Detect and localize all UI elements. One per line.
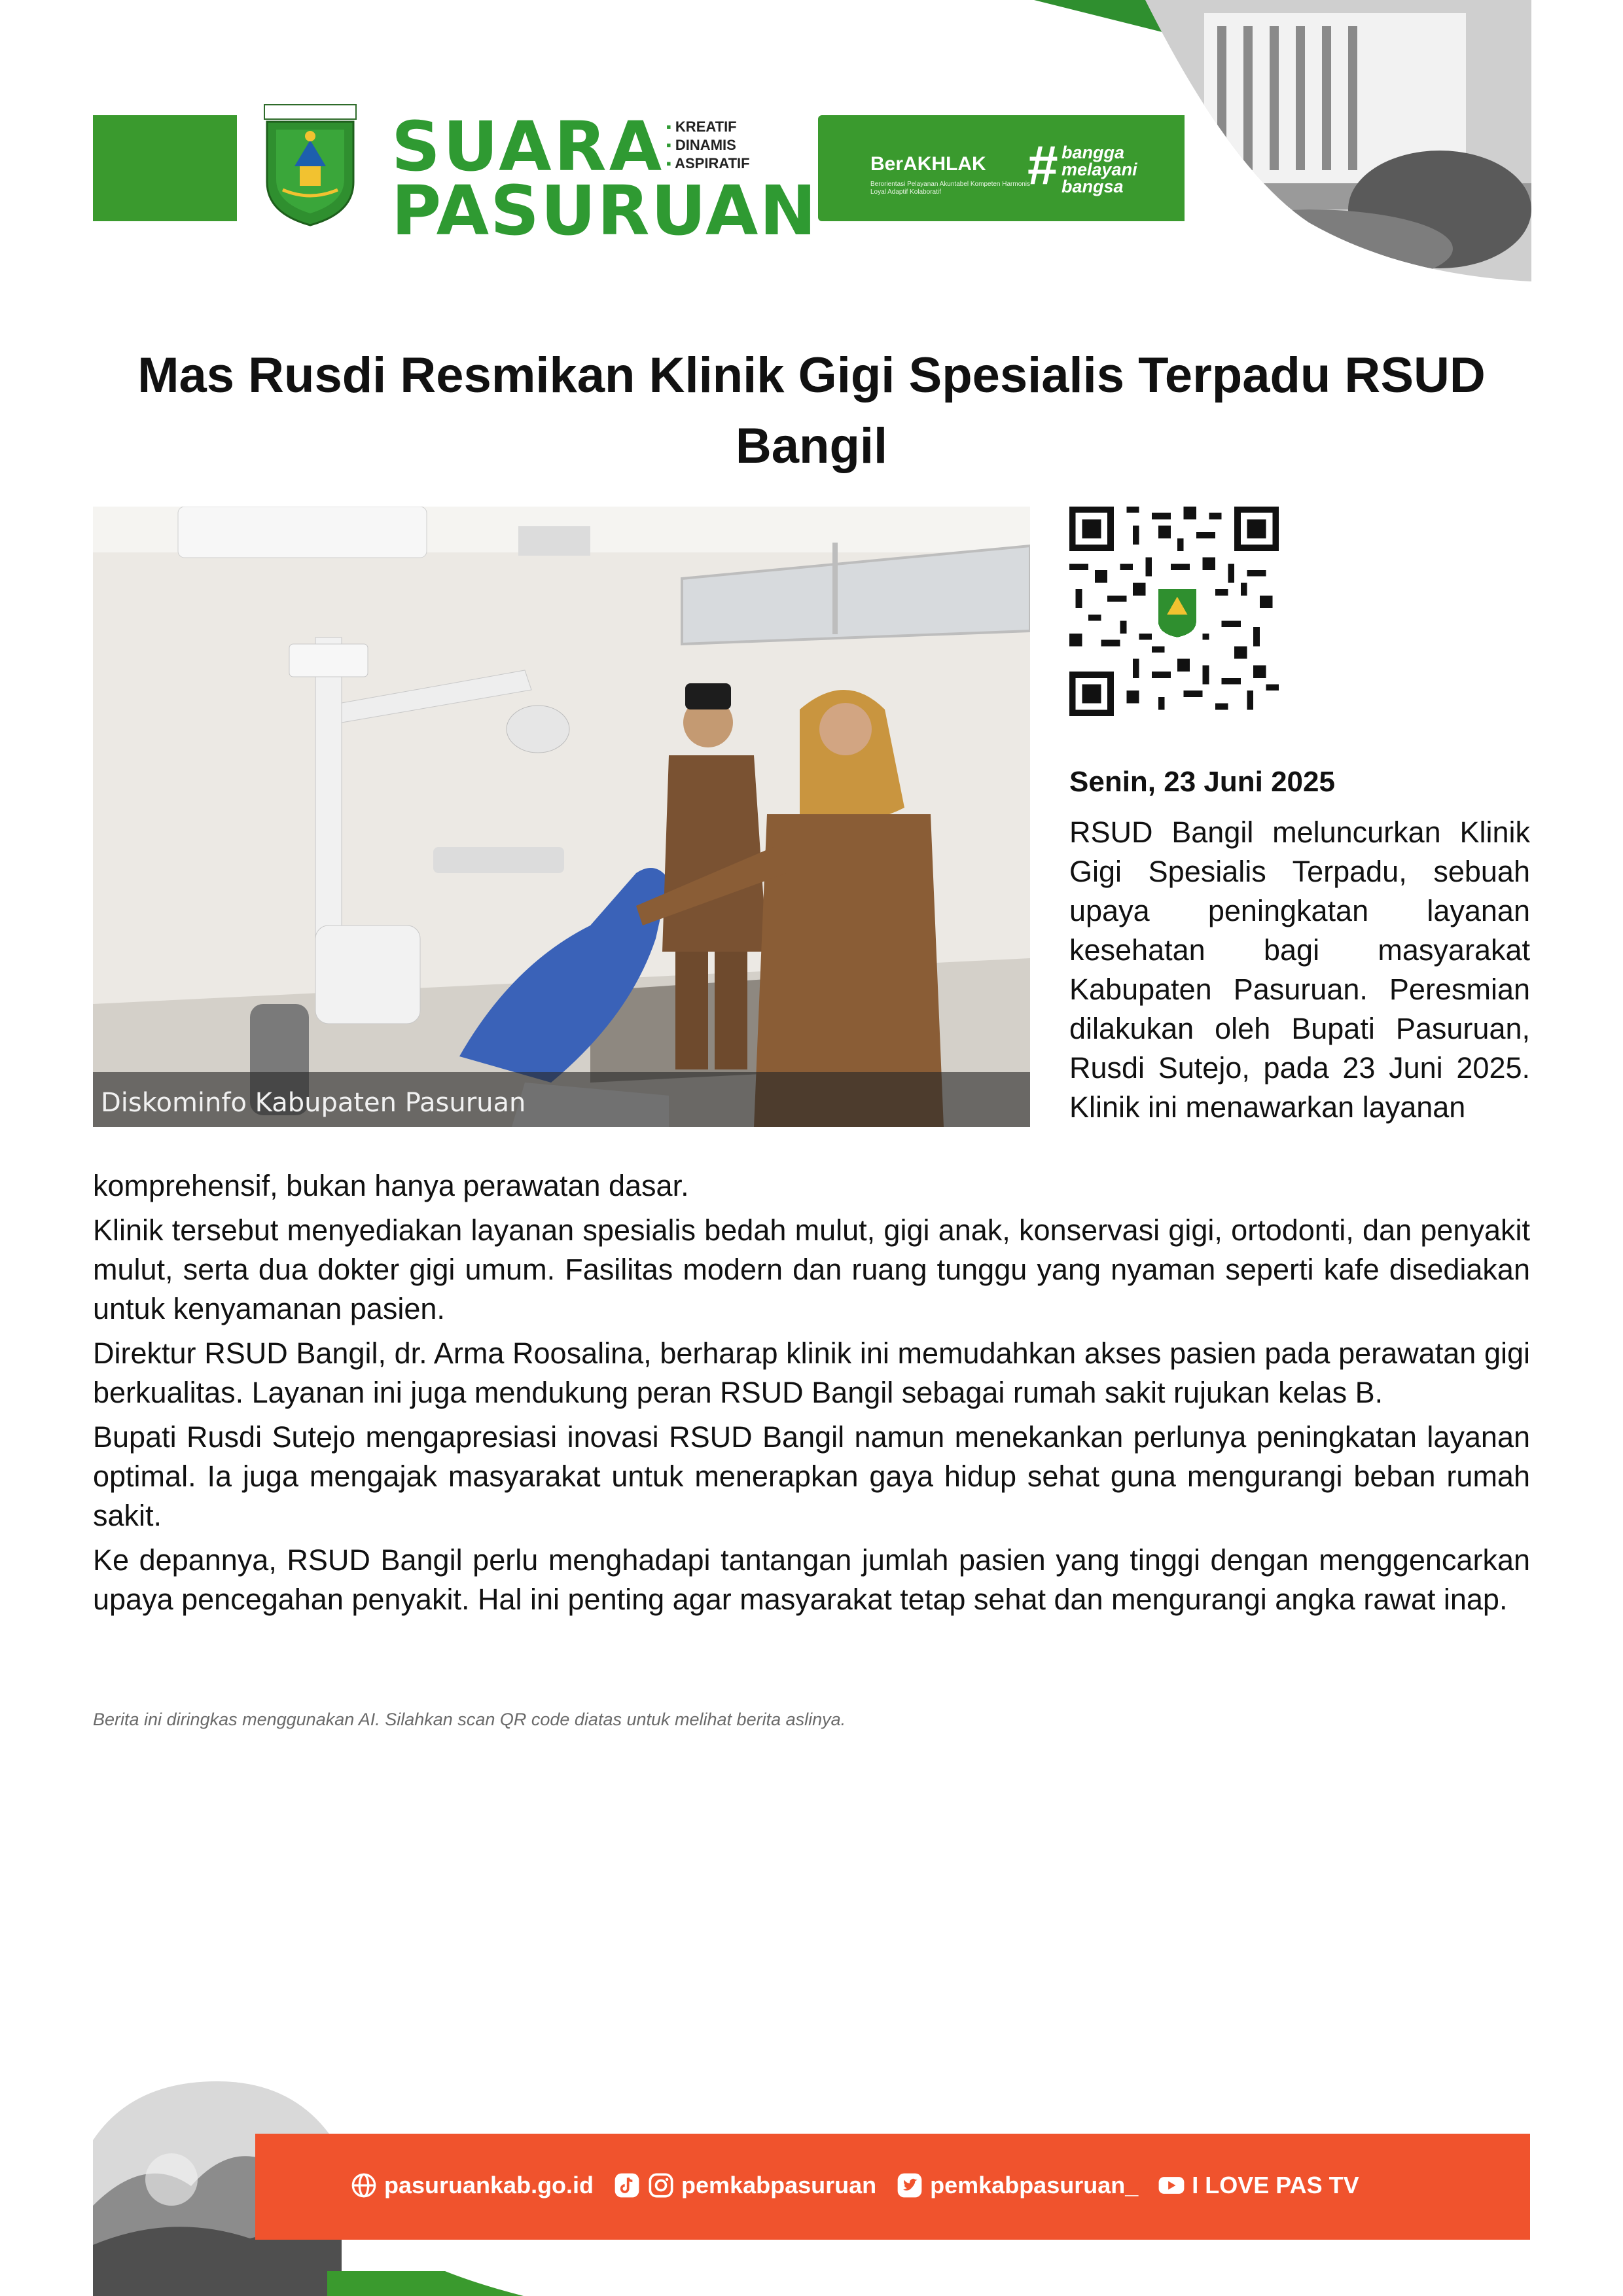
footer-website-link[interactable] bbox=[350, 2172, 594, 2199]
kabupaten-crest-logo bbox=[260, 103, 360, 226]
article-intro-paragraph: RSUD Bangil meluncurkan Klinik Gigi Spesialis Terpadu, sebuah upaya peningkatan layanan kesehatan bagi masyarakat Kabupaten Pasuruan. Peresmian dilakukan oleh Bupati Pasuruan, Rusdi Sutejo, pada 23 Juni 2025. Klinik ini menawarkan layanan bbox=[1069, 816, 1530, 1124]
article-date: Senin, 23 Juni 2025 bbox=[1069, 766, 1335, 798]
tagline-item: ▪ DINAMIS bbox=[666, 136, 750, 154]
youtube-channel-text: I LOVE PAS TV bbox=[1192, 2172, 1359, 2198]
hashtag-icon: # bbox=[1027, 134, 1058, 196]
body-paragraph: Bupati Rusdi Sutejo mengapresiasi inovasi RSUD Bangil namun menekankan perlunya peningkatan layanan optimal. Ia juga mengajak masyarakat untuk menerapkan gaya hidup sehat guna mengurangi beban rumah sakit. bbox=[93, 1420, 1530, 1532]
article-photo bbox=[93, 507, 1030, 1127]
globe-icon bbox=[350, 2172, 378, 2199]
footer-links bbox=[350, 2172, 1379, 2199]
website-text: pasuruankab.go.id bbox=[384, 2172, 594, 2198]
twitter-icon bbox=[896, 2172, 923, 2199]
youtube-icon bbox=[1158, 2172, 1185, 2199]
berakhlak-logo-text: BerAKHLAK bbox=[870, 153, 986, 175]
social-handle-text: pemkabpasuruan bbox=[681, 2172, 877, 2198]
header-green-block-left bbox=[93, 115, 237, 221]
article-body bbox=[93, 1166, 1530, 1624]
intro-continuation: komprehensif, bukan hanya perawatan dasar. bbox=[93, 1169, 689, 1202]
dental-clinic-photo bbox=[93, 507, 1030, 1127]
hashtag-word: bangga bbox=[1061, 143, 1125, 162]
footer-green-accent bbox=[327, 2271, 524, 2296]
photo-caption: Diskominfo Kabupaten Pasuruan bbox=[101, 1088, 526, 1118]
tagline-item: ▪ ASPIRATIF bbox=[666, 154, 750, 173]
body-paragraph: Ke depannya, RSUD Bangil perlu menghadapi tantangan jumlah pasien yang tinggi dengan menggencarkan upaya pencegahan penyakit. Hal ini penting agar masyarakat tetap sehat dan mengurangi angka rawat inap. bbox=[93, 1543, 1530, 1616]
hashtag-word: bangsa bbox=[1061, 177, 1124, 196]
hashtag-word: melayani bbox=[1061, 160, 1137, 179]
berakhlak-subtitle: Berorientasi Pelayanan Akuntabel Kompeten Harmonis Loyal Adaptif Kolaboratif bbox=[870, 181, 1031, 196]
tagline-item: ▪ KREATIF bbox=[666, 118, 750, 136]
twitter-handle-text: pemkabpasuruan_ bbox=[930, 2172, 1139, 2198]
body-paragraph: Klinik tersebut menyediakan layanan spesialis bedah mulut, gigi anak, konservasi gigi, ortodonti, dan penyakit mulut, serta dua dokter gigi umum. Fasilitas modern dan ruang tunggu yang nyaman seperti kafe disediakan untuk kenyamanan pasien. bbox=[93, 1213, 1530, 1325]
footer-twitter-link[interactable] bbox=[896, 2172, 1138, 2199]
brand-tagline bbox=[666, 118, 750, 173]
footer-youtube-link[interactable] bbox=[1158, 2172, 1359, 2199]
brand-line-1: SUARA bbox=[391, 107, 665, 187]
body-paragraph: Direktur RSUD Bangil, dr. Arma Roosalina, berharap klinik ini memudahkan akses pasien pada perawatan gigi berkualitas. Layanan ini juga mendukung peran RSUD Bangil sebagai rumah sakit rujukan kelas B. bbox=[93, 1336, 1530, 1409]
ai-disclaimer: Berita ini diringkas menggunakan AI. Silahkan scan QR code diatas untuk melihat berita aslinya. bbox=[93, 1710, 846, 1729]
instagram-icon bbox=[647, 2172, 675, 2199]
article-title: Mas Rusdi Resmikan Klinik Gigi Spesialis Terpadu RSUD Bangil bbox=[137, 348, 1486, 474]
qr-code[interactable] bbox=[1069, 507, 1279, 716]
brand-wordmark bbox=[391, 107, 818, 251]
tiktok-icon bbox=[613, 2172, 641, 2199]
footer-social-link[interactable] bbox=[613, 2172, 876, 2199]
brand-line-2: PASURUAN bbox=[391, 171, 818, 251]
header-building-photo bbox=[1034, 0, 1531, 281]
